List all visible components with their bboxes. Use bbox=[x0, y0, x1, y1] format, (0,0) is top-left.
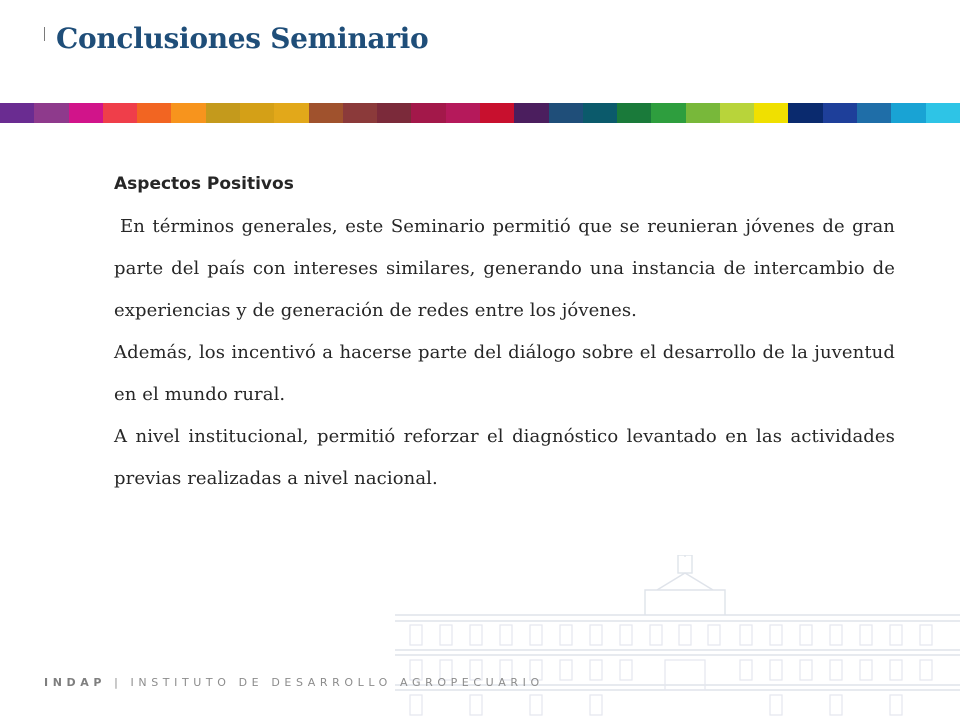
footer-separator: | bbox=[114, 676, 123, 689]
title-marker bbox=[44, 27, 45, 41]
section-heading: Aspectos Positivos bbox=[114, 174, 294, 194]
stripe-segment bbox=[857, 103, 891, 123]
stripe-segment bbox=[720, 103, 754, 123]
stripe-segment bbox=[377, 103, 411, 123]
stripe-segment bbox=[274, 103, 308, 123]
stripe-segment bbox=[514, 103, 548, 123]
footer bbox=[44, 676, 544, 689]
stripe-segment bbox=[617, 103, 651, 123]
stripe-segment bbox=[446, 103, 480, 123]
stripe-segment bbox=[171, 103, 205, 123]
stripe-segment bbox=[240, 103, 274, 123]
stripe-segment bbox=[137, 103, 171, 123]
stripe-segment bbox=[788, 103, 822, 123]
slide-title: Conclusiones Seminario bbox=[56, 22, 429, 55]
stripe-segment bbox=[754, 103, 788, 123]
footer-brand: INDAP bbox=[44, 676, 107, 689]
color-stripe bbox=[0, 103, 960, 123]
stripe-segment bbox=[34, 103, 68, 123]
stripe-segment bbox=[891, 103, 925, 123]
stripe-segment bbox=[686, 103, 720, 123]
paragraph-1: En términos generales, este Seminario permitió que se reunieran jóvenes de gran parte del país con intereses similares, generando una instancia de intercambio de experiencias y de generación de redes entre los jóvenes. bbox=[114, 216, 895, 321]
stripe-segment bbox=[480, 103, 514, 123]
stripe-segment bbox=[0, 103, 34, 123]
stripe-segment bbox=[206, 103, 240, 123]
stripe-segment bbox=[549, 103, 583, 123]
stripe-segment bbox=[411, 103, 445, 123]
stripe-segment bbox=[343, 103, 377, 123]
stripe-segment bbox=[309, 103, 343, 123]
stripe-segment bbox=[926, 103, 960, 123]
slide-body bbox=[114, 172, 895, 500]
footer-institution: INSTITUTO DE DESARROLLO AGROPECUARIO bbox=[130, 676, 544, 689]
stripe-segment bbox=[69, 103, 103, 123]
stripe-segment bbox=[583, 103, 617, 123]
stripe-segment bbox=[823, 103, 857, 123]
paragraph-3: A nivel institucional, permitió reforzar el diagnóstico levantado en las actividades previas realizadas a nivel nacional. bbox=[114, 426, 895, 489]
stripe-segment bbox=[651, 103, 685, 123]
stripe-segment bbox=[103, 103, 137, 123]
paragraph-2: Además, los incentivó a hacerse parte del diálogo sobre el desarrollo de la juventud en el mundo rural. bbox=[114, 342, 895, 405]
la-moneda-watermark bbox=[395, 555, 960, 720]
